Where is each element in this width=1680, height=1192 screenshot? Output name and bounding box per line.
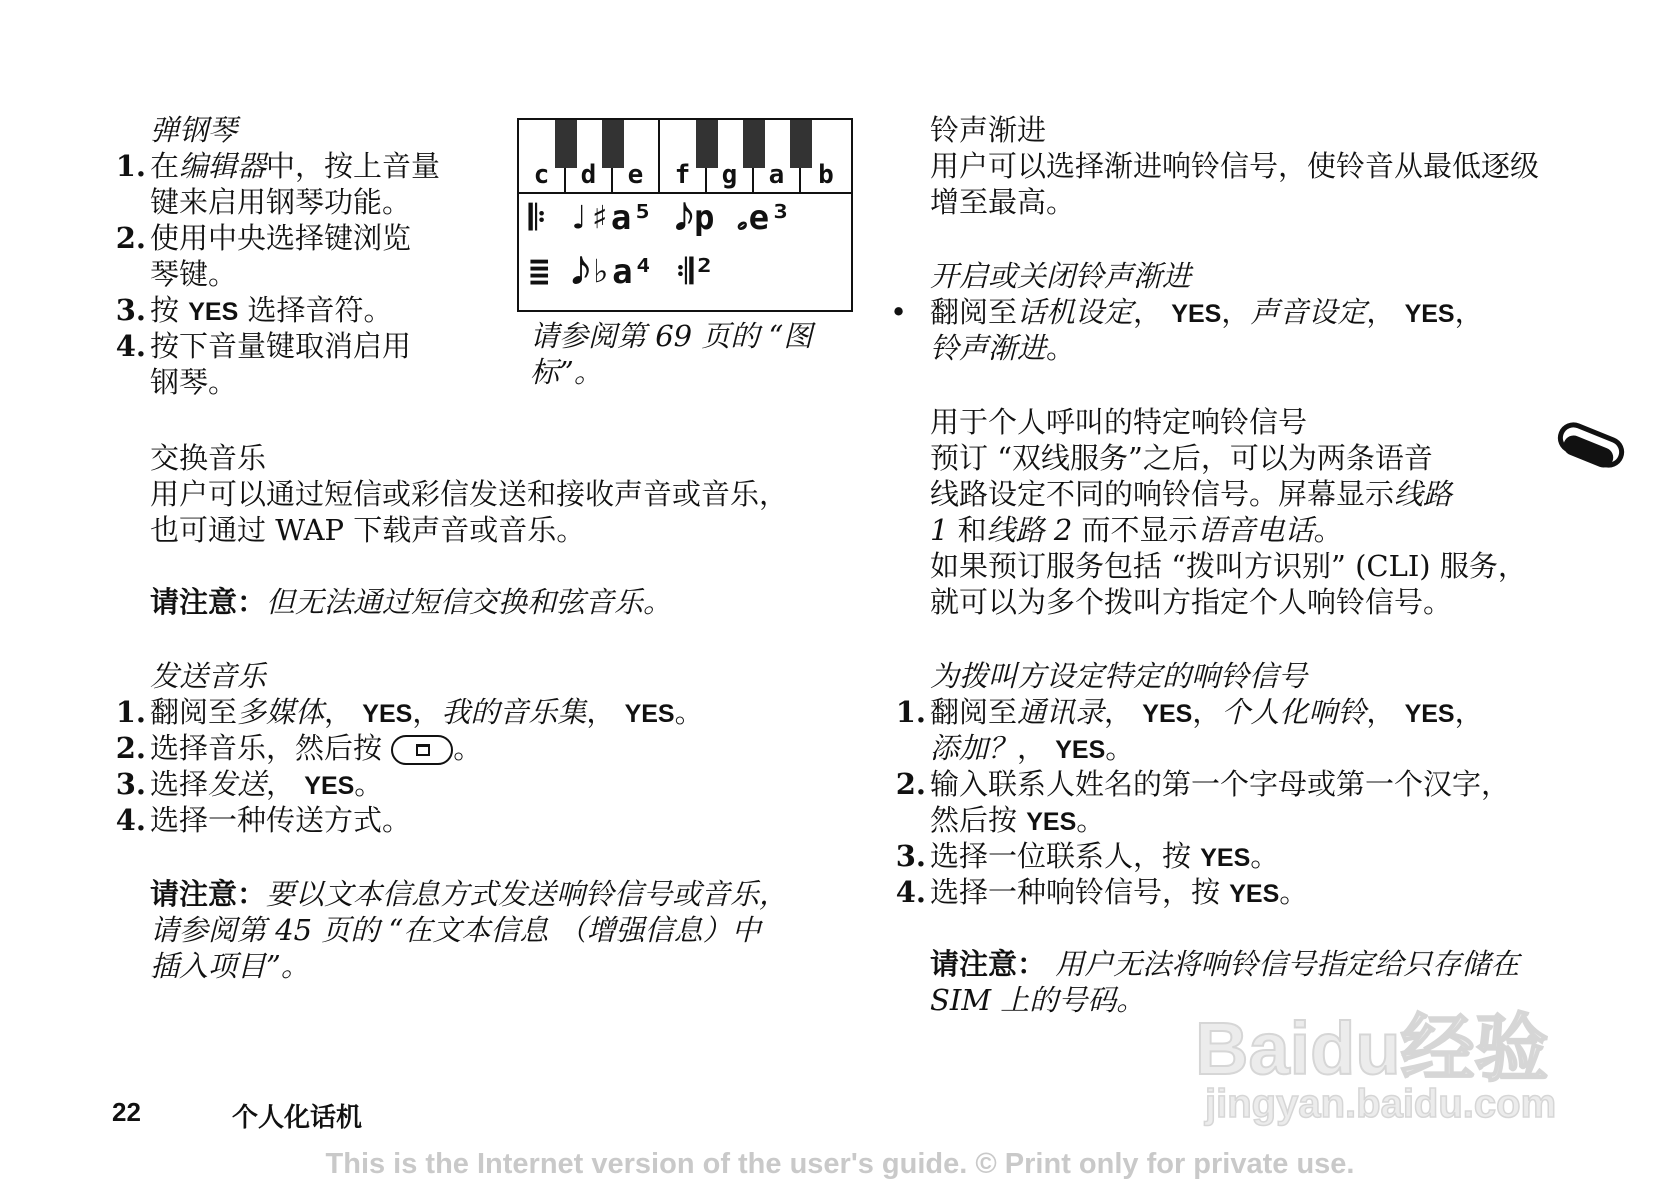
personal-line5: 就可以为多个拨叫方指定个人响铃信号。 bbox=[930, 585, 1453, 619]
exchange-note: 请注意：但无法通过短信交换和弦音乐。 bbox=[150, 585, 673, 619]
send-note-line2: 请参阅第 45 页的 “在文本信息 （增强信息）中 bbox=[150, 913, 761, 947]
fade-line1: 用户可以选择渐进响铃信号，使铃音从最低逐级 bbox=[930, 149, 1540, 183]
setcaller-step-2: 2. 输入联系人姓名的第一个字母或第一个汉字， bbox=[895, 767, 1511, 801]
toggle-bullet-line: • 翻阅至话机设定， YES，声音设定， YES， bbox=[890, 295, 1484, 329]
setcaller-note-line1: 请注意： 用户无法将响铃信号指定给只存储在 bbox=[930, 947, 1520, 981]
setcaller-step-2-cont: 然后按 YES。 bbox=[930, 803, 1106, 837]
personal-title: 用于个人呼叫的特定响铃信号 bbox=[930, 405, 1308, 439]
fade-line2: 增至最高。 bbox=[930, 185, 1076, 219]
menu-key-icon bbox=[391, 735, 453, 765]
watermark-logo-text: Baidu经验 bbox=[1195, 1007, 1549, 1090]
piano-key-b: b bbox=[818, 160, 834, 190]
toggle-title: 开启或关闭铃声渐进 bbox=[930, 259, 1192, 293]
piano-key-c: c bbox=[519, 120, 566, 192]
piano-step-2-cont: 琴键。 bbox=[150, 257, 238, 291]
baidu-watermark bbox=[1195, 990, 1615, 1130]
send-step-1: 1. 翻阅至多媒体， YES，我的音乐集， YES。 bbox=[115, 695, 704, 729]
piano-key-f: f bbox=[660, 120, 707, 192]
setcaller-title: 为拨叫方设定特定的响铃信号 bbox=[930, 659, 1308, 693]
piano-step-1: 1. 在编辑器中，按上音量 bbox=[115, 149, 441, 183]
piano-step-1-cont: 键来启用钢琴功能。 bbox=[150, 185, 412, 219]
piano-title: 弹钢琴 bbox=[150, 113, 238, 147]
piano-key-g: g bbox=[707, 120, 754, 192]
setcaller-step-3: 3. 选择一位联系人，按 YES。 bbox=[895, 839, 1280, 873]
piano-key-a: a bbox=[754, 120, 801, 192]
send-step-2: 2. 选择音乐，然后按 。 bbox=[115, 731, 483, 765]
piano-black-key bbox=[555, 120, 577, 168]
piano-key-e: e bbox=[613, 120, 660, 192]
personal-line3: 1 和线路 2 而不显示语音电话。 bbox=[930, 513, 1343, 547]
figure-caption-line1: 请参阅第 69 页的 “图 bbox=[530, 319, 813, 353]
send-note-line1: 请注意：要以文本信息方式发送响铃信号或音乐， bbox=[150, 877, 789, 911]
piano-step-2: 2. 使用中央选择键浏览 bbox=[115, 221, 412, 255]
exchange-title: 交换音乐 bbox=[150, 441, 267, 475]
setcaller-step-1-cont: 添加？， YES。 bbox=[930, 731, 1135, 765]
setcaller-step-4: 4. 选择一种响铃信号，按 YES。 bbox=[895, 875, 1309, 909]
personal-line1: 预订 “双线服务”之后，可以为两条语音 bbox=[930, 441, 1433, 475]
piano-step-3: 3. 按 YES 选择音符。 bbox=[115, 293, 393, 327]
exchange-line1: 用户可以通过短信或彩信发送和接收声音或音乐， bbox=[150, 477, 789, 511]
fade-title: 铃声渐进 bbox=[930, 113, 1047, 147]
piano-step-4-cont: 钢琴。 bbox=[150, 365, 238, 399]
setcaller-step-1: 1. 翻阅至通讯录， YES，个人化响铃， YES， bbox=[895, 695, 1484, 729]
page-number: 22 bbox=[112, 1097, 141, 1127]
setcaller-note-line2: SIM 上的号码。 bbox=[930, 983, 1146, 1017]
send-step-3: 3. 选择发送， YES。 bbox=[115, 767, 384, 801]
phone-icon bbox=[1553, 420, 1629, 470]
watermark-url: jingyan.baidu.com bbox=[1205, 1082, 1557, 1126]
note-row-1: 𝄆 ♩♯a⁵ 𝅘𝅥𝅮p 𝅗e³ bbox=[529, 198, 792, 238]
page-section-title: 个人化话机 bbox=[232, 1102, 363, 1132]
personal-line2: 线路设定不同的响铃信号。屏幕显示线路 bbox=[930, 477, 1453, 511]
piano-key-d: d bbox=[566, 120, 613, 192]
send-title: 发送音乐 bbox=[150, 659, 267, 693]
footer-notice: This is the Internet version of the user's guide. © Print only for private use. bbox=[325, 1148, 1355, 1180]
send-note-line3: 插入项目”。 bbox=[150, 949, 310, 983]
piano-black-key bbox=[696, 120, 718, 168]
piano-black-key bbox=[602, 120, 624, 168]
piano-keyboard bbox=[519, 120, 851, 194]
piano-black-key bbox=[790, 120, 812, 168]
note-row-2: ≣ 𝅘𝅥𝅮♭a⁴ 𝄇² bbox=[529, 252, 716, 292]
toggle-bullet-cont: 铃声渐进。 bbox=[930, 331, 1076, 365]
piano-black-key bbox=[743, 120, 765, 168]
piano-screen-figure bbox=[517, 118, 853, 312]
piano-step-4: 4. 按下音量键取消启用 bbox=[115, 329, 412, 363]
send-step-4: 4. 选择一种传送方式。 bbox=[115, 803, 412, 837]
personal-line4: 如果预订服务包括 “拨叫方识别” (CLI) 服务， bbox=[930, 549, 1527, 583]
exchange-line2: 也可通过 WAP 下载声音或音乐。 bbox=[150, 513, 586, 547]
figure-caption-line2: 标”。 bbox=[530, 355, 603, 389]
